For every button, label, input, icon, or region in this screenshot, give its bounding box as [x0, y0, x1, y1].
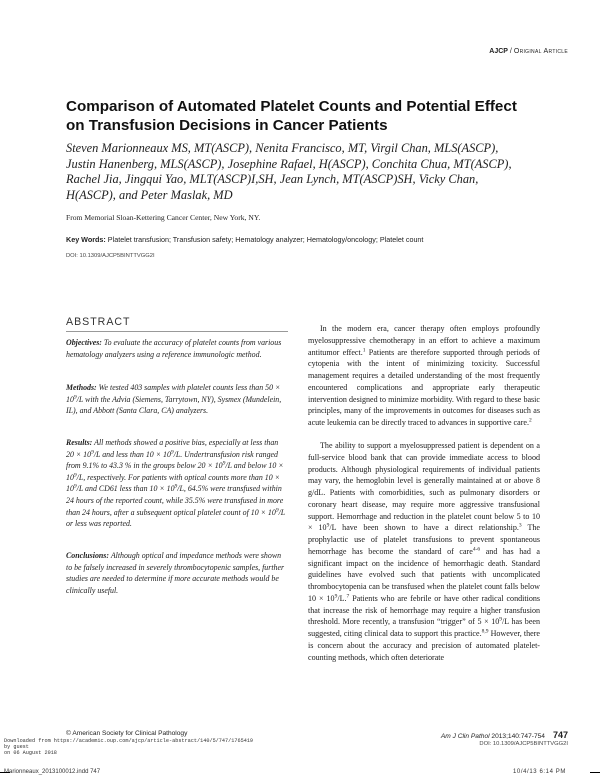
results-text: /L and below 10 × 10 — [66, 461, 284, 482]
methods-label: Methods: — [66, 383, 97, 392]
body-text: In the modern era, cancer therapy often employs profoundly myelosuppressive chemotherapy in an effort to achieve a maximum antitumor effect. — [308, 324, 540, 357]
download-watermark: Downloaded from https://academic.oup.com/ajcp/article-abstract/140/5/747/1765419 by guest on 06 August 2018 — [4, 738, 254, 757]
crop-mark — [0, 772, 10, 773]
results-text: All methods showed a positive bias, especially at less than 20 × 10 — [66, 438, 279, 459]
superscript: 9 — [73, 483, 77, 490]
print-date-slug: 10/4/13 6:14 PM — [512, 769, 566, 775]
reference: 3 — [518, 522, 522, 529]
journal-abbrev: AJCP — [489, 48, 508, 55]
body-text: Patients are therefore supported through periods of cytopenia with the intent of minimizing toxicity. Successful management requires a detailed understanding of the most frequently encountered complications and appropriate early therapeutic intervention designed to minimize morbidity. With regard to these basic principles, many of the improvements in outcomes for diseases such as acute leukemia can be directly traced to advances in supportive care. — [308, 347, 540, 427]
conclusions-label: Conclusions: — [66, 551, 109, 560]
abstract-conclusions — [66, 550, 286, 596]
body-text: and has had a significant impact on the incidence of hemorrhagic death. Standard guidelines have evolved such that patients with uncomplicated thrombocytopenia can be transfused when the platelet count falls below 10 × 10 — [308, 546, 540, 603]
results-text: /L or less was reported. — [66, 507, 286, 529]
results-text: /L, 64.5% were transfused within 24 hours of the reported count, while 35.5% were transfused in more than 24 hours, after a subsequent optical platelet count of 10 × 10 — [66, 484, 284, 517]
body-paragraph — [308, 440, 540, 663]
body-text: However, there is concern about the accuracy and precision of automated platelet-counting methods, which often deteriorate — [308, 629, 540, 662]
print-file-slug: Marionneaux_2013100012.indd 747 — [4, 769, 101, 775]
reference: 2 — [528, 417, 532, 424]
objectives-text: To evaluate the accuracy of platelet counts from various hematology analyzers using a reference immunologic method. — [66, 338, 282, 359]
crop-mark — [590, 772, 600, 773]
affiliation: From Memorial Sloan-Kettering Cancer Center, New York, NY. — [66, 213, 261, 222]
abstract-results — [66, 437, 286, 530]
reference: 1 — [362, 346, 366, 353]
superscript: 9 — [275, 506, 279, 513]
superscript: 9 — [91, 448, 94, 455]
superscript: 9 — [499, 616, 503, 623]
author-list: Steven Marionneaux MS, MT(ASCP), Nenita Francisco, MT, Virgil Chan, MLS(ASCP), Justin Hanenberg, MLS(ASCP), Josephine Rafael, H(ASCP), Conchita Chua, MT(ASCP), Rachel Jia, Jingqui Yao, MLT(ASCP)I,SH, Jean Lynch, MT(ASCP)SH, Vicky Chan, H(ASCP), and Peter Maslak, MD — [66, 141, 512, 202]
header-separator: / — [507, 48, 514, 55]
abstract-objectives — [66, 337, 286, 360]
abstract-methods — [66, 382, 286, 417]
body-text: /L. — [337, 593, 347, 603]
conclusions-text: Although optical and impedance methods were shown to be falsely increased in severely thrombocytopenic samples, further studies are needed to determine if more accurate methods would be clinically useful. — [66, 551, 285, 595]
results-text: /L, respectively. For patients with optical counts more than 10 × 10 — [66, 472, 280, 494]
body-text: The ability to support a myelosuppressed patient is dependent on a full-service blood bank that can provide immediate access to blood products. Although physiological requirements of individual patients may vary, the hemoglobin level is generally maintained at or above 8 g/dL. Patients with comorbidities, such as pulmonary disorders or coronary heart disease, may require more aggressive transfusional support. Hemorrhage and reduction in the platelet count below 5 to 10 × 10 — [308, 441, 540, 533]
results-text: /L. Undertransfusion risk ranged from 9.1% to 43.3 % in the groups below 20 × 10 — [66, 449, 278, 471]
superscript: 9 — [174, 483, 178, 490]
superscript: 9 — [326, 522, 330, 529]
abstract-heading: ABSTRACT — [66, 316, 131, 328]
body-paragraph — [308, 323, 540, 429]
body-text: The prophylactic use of platelet transfusions to prevent spontaneous hemorrhage has become the standard of care — [308, 523, 540, 556]
superscript: 9 — [73, 472, 77, 479]
section-label: Original Article — [513, 48, 568, 55]
reference: 4-6 — [472, 546, 481, 553]
results-text: /L and less than 10 × 10 — [93, 449, 171, 459]
reference: 8,9 — [481, 628, 489, 635]
superscript: 9 — [222, 460, 226, 467]
keywords — [66, 235, 546, 244]
reference: 7 — [346, 593, 350, 600]
methods-text: We tested 403 samples with platelet counts less than 50 × 10 — [66, 383, 281, 404]
superscript: 9 — [334, 593, 338, 600]
citation-volume: 2013;140:747-754 — [489, 733, 545, 740]
footer-doi: DOI: 10.1309/AJCP5BINTTVGG2I — [479, 741, 568, 747]
objectives-label: Objectives: — [66, 338, 102, 347]
body-text: Patients who are febrile or have other radical conditions that increase the risk of hemorrhage may require a higher transfusion threshold. More recently, a transfusion “trigger” of 5 × 10 — [308, 593, 540, 627]
superscript: 9 — [170, 448, 174, 455]
keywords-label: Key Words: — [66, 235, 106, 244]
page-number: 747 — [552, 730, 568, 740]
running-header — [489, 48, 568, 55]
results-label: Results: — [66, 438, 93, 447]
citation-journal: Am J Clin Pathol — [440, 733, 490, 740]
abstract-divider — [66, 331, 288, 332]
article-title: Comparison of Automated Platelet Counts and Potential Effect on Transfusion Decisions in Cancer Patients — [66, 98, 517, 134]
superscript: 9 — [73, 393, 77, 400]
results-text: /L and CD61 less than 10 × 10 — [76, 484, 175, 494]
copyright: © American Society for Clinical Pathology — [66, 730, 188, 737]
body-text: /L have been shown to have a direct relationship. — [329, 523, 519, 533]
doi: DOI: 10.1309/AJCP5BINTTVGG2I — [66, 253, 155, 259]
keywords-text: Platelet transfusion; Transfusion safety; Hematology analyzer; Hematology/oncology; Platelet count — [105, 235, 424, 244]
methods-text: /L with the Advia (Siemens, Tarrytown, NY), Sysmex (Mundelein, IL), and Abbott (Santa Clara, CA) analyzers. — [66, 394, 282, 416]
body-text: /L has been suggested, citing clinical data to support this practice. — [308, 617, 540, 638]
citation-footer — [441, 730, 568, 747]
